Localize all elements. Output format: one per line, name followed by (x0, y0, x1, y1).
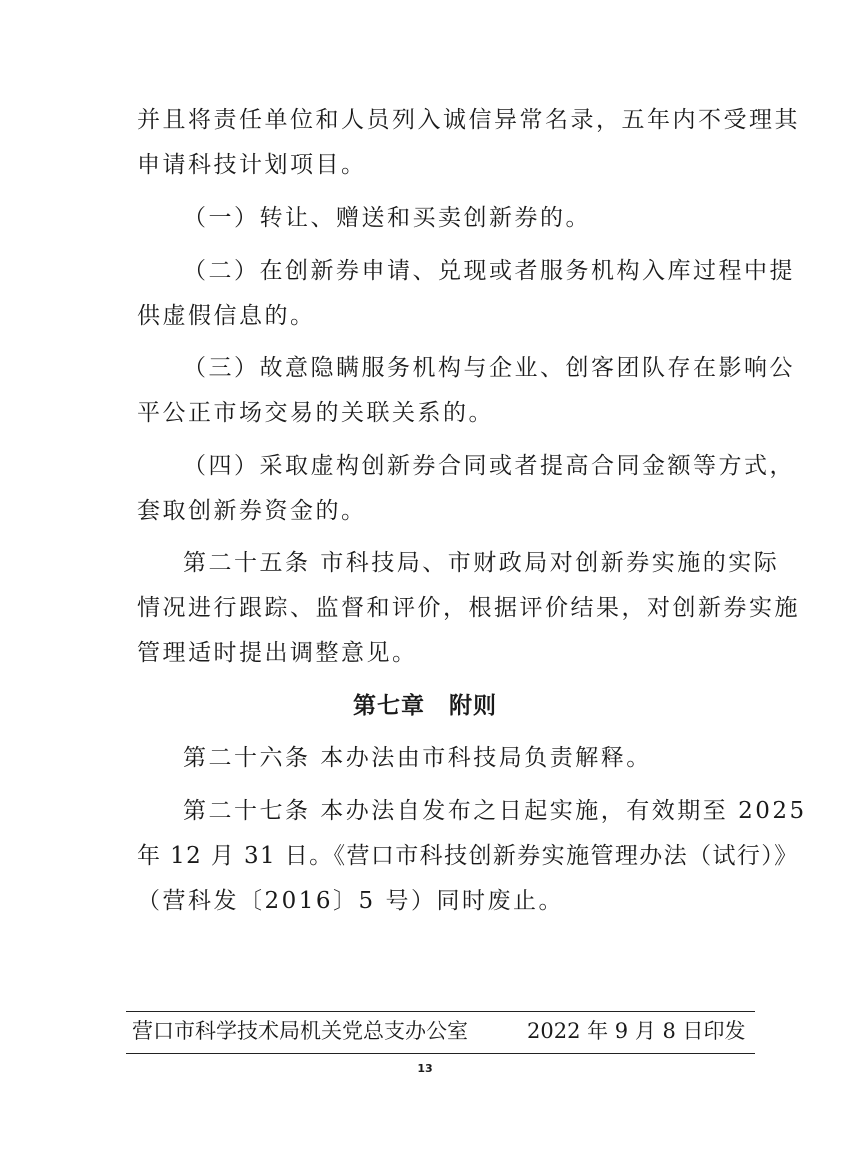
body-line-5: 供虚假信息的。 (137, 303, 316, 329)
body-line-9: 套取创新券资金的。 (137, 498, 367, 524)
body-line-2: 申请科技计划项目。 (137, 152, 367, 178)
footer-issuer: 营口市科学技术局机关党总支办公室 (132, 1019, 468, 1043)
tail-line-1: 第二十六条 本办法由市科技局负责解释。 (183, 745, 652, 771)
body-line-6: （三）故意隐瞒服务机构与企业、创客团队存在影响公 (183, 355, 795, 381)
footer-rule-bottom (126, 1053, 755, 1054)
tail-line-3: 年 12 月 31 日。《营口市科技创新券实施管理办法（试行）》 (137, 843, 799, 869)
tail-line-2: 第二十七条 本办法自发布之日起实施，有效期至 2025 (183, 798, 807, 824)
page-number: 13 (417, 1062, 433, 1075)
footer-date: 2022 年 9 月 8 日印发 (527, 1019, 746, 1043)
body-line-12: 管理适时提出调整意见。 (137, 640, 418, 666)
body-line-8: （四）采取虚构创新券合同或者提高合同金额等方式， (183, 453, 795, 479)
chapter-heading: 第七章 附则 (353, 693, 497, 719)
tail-line-4: （营科发〔2016〕5 号）同时废止。 (137, 888, 564, 914)
body-line-4: （二）在创新券申请、兑现或者服务机构入库过程中提 (183, 258, 795, 284)
body-line-1: 并且将责任单位和人员列入诚信异常名录，五年内不受理其 (137, 107, 800, 133)
body-line-11: 情况进行跟踪、监督和评价，根据评价结果，对创新券实施 (137, 595, 800, 621)
body-line-3: （一）转让、赠送和买卖创新券的。 (183, 205, 591, 231)
footer-rule-top (126, 1011, 755, 1012)
body-line-7: 平公正市场交易的关联关系的。 (137, 400, 494, 426)
body-line-10: 第二十五条 市科技局、市财政局对创新券实施的实际 (183, 550, 780, 576)
